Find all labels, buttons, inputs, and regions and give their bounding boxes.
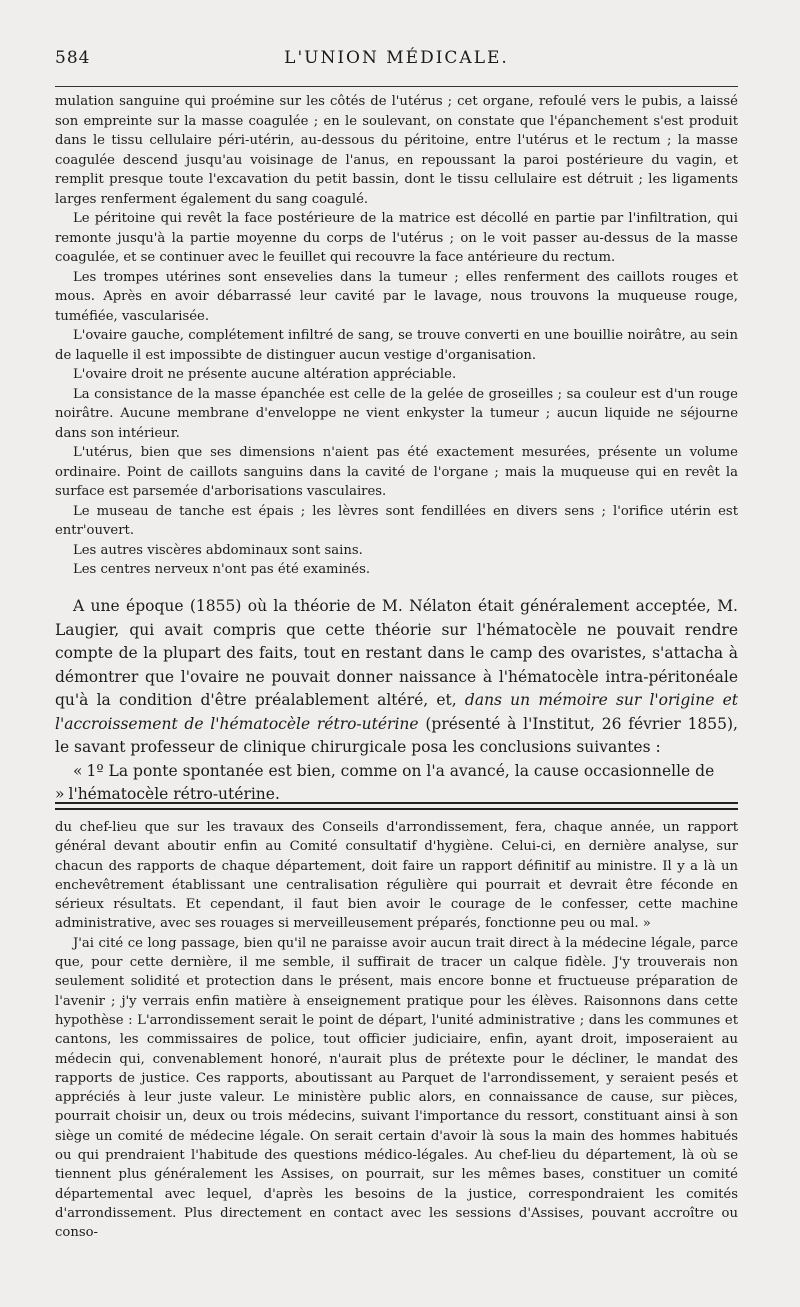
main-text-start: A une époque (1855) où la théorie de M. Nélaton était généralement acceptée, M. Laugier, qui avait compris que cette théorie sur l'hématocèle ne pouvait rendre compte de la plupart des faits, tout en restant dans le camp des ovaristes, s'attacha à démontrer que l'ovaire ne pouvait donner naissance à l'hématocèle intra-péritonéale qu'à la condition d'être préalablement altéré, et, [55,597,738,709]
main-text-end: (présenté à l'Institut, 26 février 1855), le savant professeur de clinique chirurgicale posa les conclusions suivantes : [55,714,738,756]
quote-open-mark: « [73,761,83,780]
clinical-report [55,92,738,580]
quote-line [55,760,738,784]
report-paragraph: L'ovaire droit ne présente aucune altération appréciable. [73,367,457,382]
feuilleton-paragraph: du chef-lieu que sur les travaux des Conseils d'arrondissement, fera, chaque année, un rapport général devant aboutir enfin au Comité consultatif d'hygiène. Celui-ci, en dernière analyse, sur chacun des rapports de chaque département, doit faire un rapport définitif au ministre. Il y a là un enchevêtrement établissant une centralisation régulière qui pourrait et devrait être féconde en sérieux résultats. Et cependant, il faut bien avoir le courage de le confesser, cette machine administrative, avec ses rouages si merveilleusement préparés, fonctionne peu ou mal. » [55,820,738,932]
header-rule [55,86,738,87]
report-paragraph: mulation sanguine qui proémine sur les côtés de l'utérus ; cet organe, refoulé vers le pubis, a laissé son empreinte sur la masse coagulée ; en le soulevant, on constate que l'épanchement s'est produit dans le tissu cellulaire péri-utérin, au-dessous du péritoine, entre l'utérus et le rectum ; la masse coagulée descend jusqu'au voisinage de l'anus, en repoussant la paroi postérieure du vagin, et remplit presque toute l'excavation du petit bassin, dont le tissu cellulaire est détruit ; les ligaments larges renferment également du sang coagulé. [55,94,738,207]
main-text [55,595,738,807]
report-paragraph: L'ovaire gauche, complétement infiltré de sang, se trouve converti en une bouillie noirâtre, au sein de laquelle il est impossibte de distinguer aucun vestige d'organisation. [55,328,738,363]
journal-title: L'UNION MÉDICALE. [284,48,509,68]
feuilleton-paragraph: J'ai cité ce long passage, bien qu'il ne paraisse avoir aucun trait direct à la médecine légale, parce que, pour cette dernière, il me semble, il suffirait de tracer un calque fidèle. J'y trouverais non seulement solidité et protection dans le présent, mais encore bonne et fructueuse préparation de l'avenir ; j'y verrais enfin matière à enseignement pratique pour les élèves. Raisonnons dans cette hypothèse : L'arrondissement serait le point de départ, l'unité administrative ; dans les communes et cantons, les commissaires de police, tout officier judiciaire, enfin, ayant droit, imposeraient au médecin qui, convenablement honoré, n'aurait plus de prétexte pour le décliner, le mandat des rapports de justice. Ces rapports, aboutissant au Parquet de l'arrondissement, y seraient pesés et appréciés à leur juste valeur. Le ministère public alors, en connaissance de cause, sur pièces, pourrait choisir un, deux ou trois médecins, suivant l'importance du ressort, constituant ainsi à son siège un comité de médecine légale. On serait certain d'avoir là sous la main des hommes habitués ou qui prendraient l'habitude des questions médico-légales. Au chef-lieu du département, là où se tiennent plus généralement les Assises, on pourrait, sur les mêmes bases, constituer un comité départemental avec lequel, d'après les besoins de la justice, correspondraient les comités d'arrondissement. Plus directement en contact avec les sessions d'Assises, pouvant accroître ou conso- [55,935,738,1241]
memoir-title: dans un mémoire sur l'origine et l'accroissement de l'hématocèle rétro-utérine [55,691,738,733]
report-paragraph: Les autres viscères abdominaux sont sains. [73,542,363,558]
page-number: 584 [55,48,91,68]
report-paragraph: Les trompes utérines sont ensevelies dans la tumeur ; elles renferment des caillots rouges et mous. Après en avoir débarrassé leur cavité par le lavage, nous trouvons la muqueuse rouge, tuméfiée, vascularisée. [55,269,738,324]
report-paragraph: Le museau de tanche est épais ; les lèvres sont fendillées en divers sens ; l'orifice utérin est entr'ouvert. [55,503,738,538]
main-paragraph [55,595,738,760]
quote-text-continued: l'hématocèle rétro-utérine. [68,785,280,803]
report-paragraph: Les centres nerveux n'ont pas été examinés. [73,562,371,577]
feuilleton [55,818,738,1243]
report-paragraph: La consistance de la masse épanchée est celle de la gelée de groseilles ; sa couleur est d'un rouge noirâtre. Aucune membrane d'enveloppe ne vient enkyster la tumeur ; aucun liquide ne séjourne dans son intérieur. [55,386,738,441]
quote-continuation-mark: » [55,785,65,803]
feuilleton-divider [55,802,738,810]
report-paragraph: Le péritoine qui revêt la face postérieure de la matrice est décollé en partie par l'infiltration, qui remonte jusqu'à la partie moyenne du corps de l'utérus ; on le voit passer au-dessus de la masse coagulée, et se continuer avec le feuillet qui recouvre la face antérieure du rectum. [55,211,738,265]
report-paragraph: L'utérus, bien que ses dimensions n'aient pas été exactement mesurées, présente un volume ordinaire. Point de caillots sanguins dans la cavité de l'organe ; mais la muqueuse qui en revêt la surface est parsemée d'arborisations vasculaires. [55,445,738,499]
quote-text: 1º La ponte spontanée est bien, comme on l'a avancé, la cause occasionnelle de [86,761,715,780]
page-header [55,44,738,74]
